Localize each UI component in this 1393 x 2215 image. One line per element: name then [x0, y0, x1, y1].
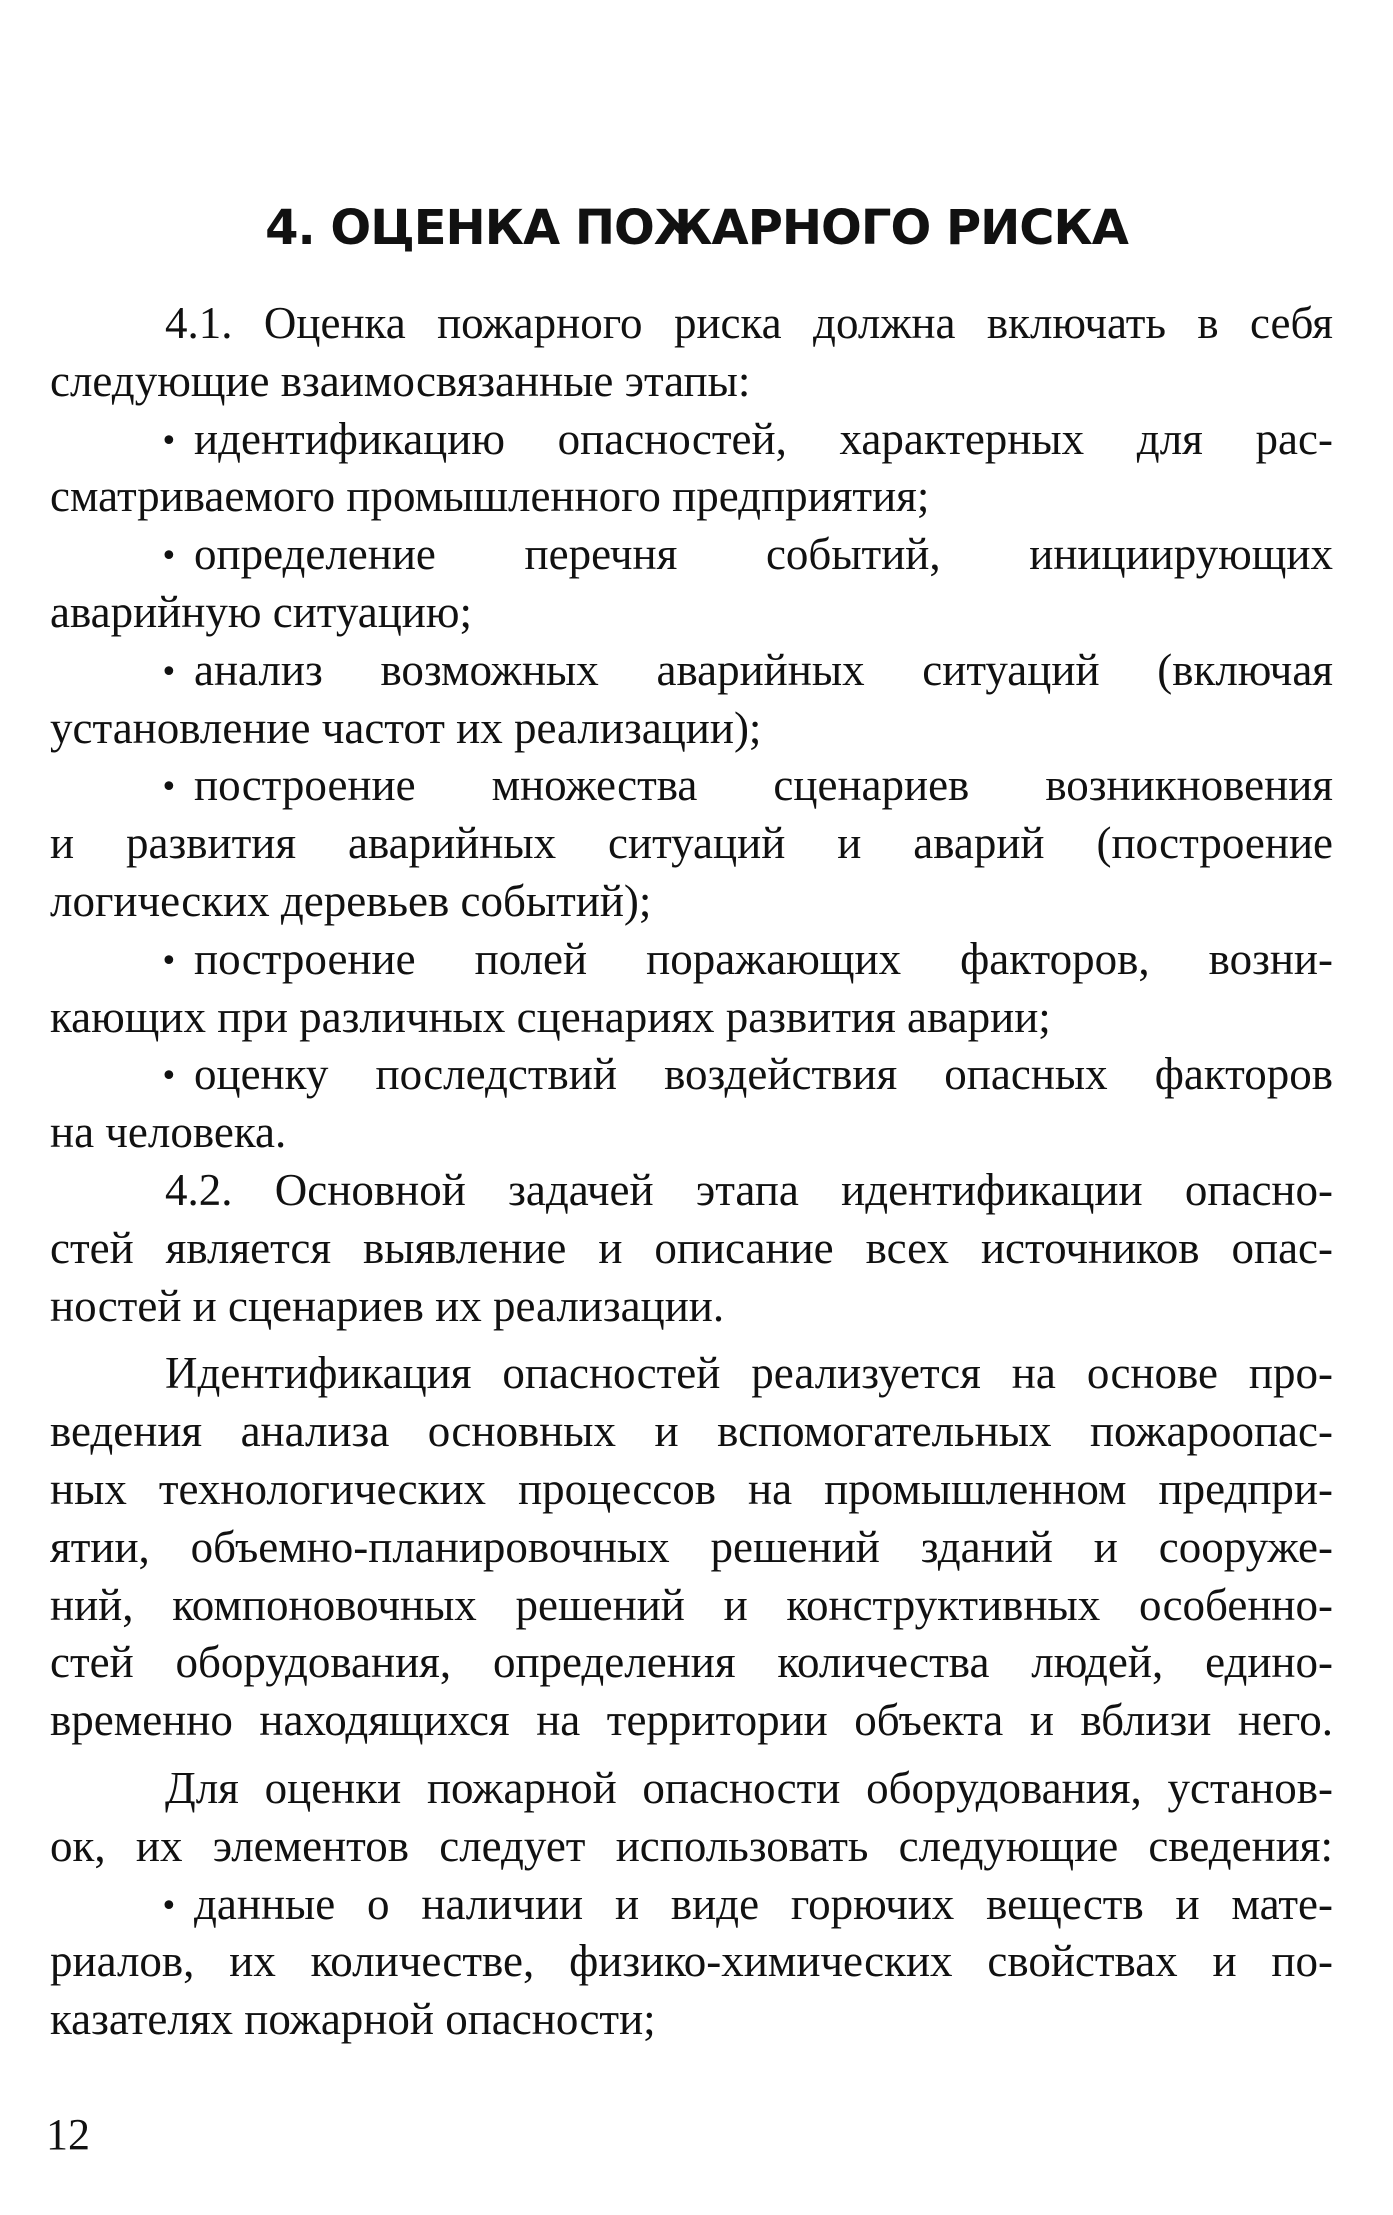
list-item [50, 1046, 1333, 1162]
text-line: ок, их элементов следует использовать следующие сведения: [50, 1820, 1333, 1871]
bullet-icon: • [160, 423, 178, 459]
list-item [50, 411, 1333, 527]
list-item [50, 642, 1333, 758]
text-line: казателях пожарной опасности; [50, 1994, 656, 2045]
page-number: 12 [46, 2110, 90, 2159]
paragraph-gap [50, 1335, 1333, 1345]
list-item-text: оценку последствий воздействия опасных факторов [194, 1049, 1333, 1100]
text-line: аварийную ситуацию; [50, 586, 473, 637]
bullet-icon: • [160, 654, 178, 690]
list-item-text: построение множества сценариев возникновения [194, 760, 1333, 811]
bullet-icon: • [160, 1059, 178, 1095]
list-item-text: построение полей поражающих факторов, возни- [194, 933, 1333, 984]
bullet-icon: • [160, 770, 178, 806]
paragraph-identification [50, 1345, 1333, 1750]
text-line [50, 642, 1333, 700]
text-line: ных технологических процессов на промышленном предпри- [50, 1463, 1333, 1514]
text-line [50, 931, 1333, 989]
text-line: ведения анализа основных и вспомогательных пожароопас- [50, 1406, 1333, 1457]
list-item [50, 526, 1333, 642]
paragraph-equipment-assessment [50, 1760, 1333, 1876]
list-item-text: данные о наличии и виде горючих веществ и мате- [194, 1878, 1333, 1929]
list-item-text: определение перечня событий, инициирующих [194, 529, 1333, 580]
bullet-icon: • [160, 1888, 178, 1924]
bullet-icon: • [160, 943, 178, 979]
text-line: Для оценки пожарной опасности оборудования, установ- [165, 1762, 1333, 1813]
text-line [50, 1046, 1333, 1104]
text-line: сматриваемого промышленного предприятия; [50, 471, 930, 522]
section-heading: 4. ОЦЕНКА ПОЖАРНОГО РИСКА [265, 200, 1128, 256]
text-line: стей оборудования, определения количества людей, едино- [50, 1637, 1333, 1688]
body-text [50, 295, 1333, 2049]
text-line: 4.1. Оценка пожарного риска должна включать в себя [165, 298, 1333, 348]
list-item [50, 1876, 1333, 2049]
text-line: кающих при различных сценариях развития аварии; [50, 991, 1051, 1042]
paragraph-4-2 [50, 1162, 1333, 1335]
paragraph-gap [50, 1750, 1333, 1760]
text-line: следующие взаимосвязанные этапы: [50, 355, 751, 406]
text-line: логических деревьев событий); [50, 875, 652, 926]
bullet-icon: • [160, 539, 178, 575]
text-line: установление частот их реализации); [50, 702, 762, 753]
text-line: Идентификация опасностей реализуется на основе про- [165, 1348, 1333, 1399]
list-item-text: анализ возможных аварийных ситуаций (включая [194, 644, 1333, 695]
text-line: 4.2. Основной задачей этапа идентификации опасно- [165, 1164, 1333, 1215]
text-line: ностей и сценариев их реализации. [50, 1280, 725, 1331]
text-line [50, 1876, 1333, 1934]
text-line: временно находящихся на территории объекта и вблизи него. [50, 1695, 1333, 1746]
paragraph-4-1-intro [50, 295, 1333, 411]
text-line: риалов, их количестве, физико-химических свойствах и по- [50, 1936, 1333, 1987]
text-line [50, 411, 1333, 469]
text-line: и развития аварийных ситуаций и аварий (построение [50, 818, 1333, 869]
list-item [50, 931, 1333, 1047]
text-line: на человека. [50, 1107, 287, 1158]
text-line: ний, компоновочных решений и конструктивных особенно- [50, 1579, 1333, 1630]
list-item-text: идентификацию опасностей, характерных для рас- [194, 413, 1333, 464]
text-line: ятии, объемно-планировочных решений зданий и сооруже- [50, 1521, 1333, 1572]
list-item [50, 757, 1333, 930]
text-line: стей является выявление и описание всех источников опас- [50, 1222, 1333, 1273]
text-line [50, 757, 1333, 815]
text-line [50, 526, 1333, 584]
